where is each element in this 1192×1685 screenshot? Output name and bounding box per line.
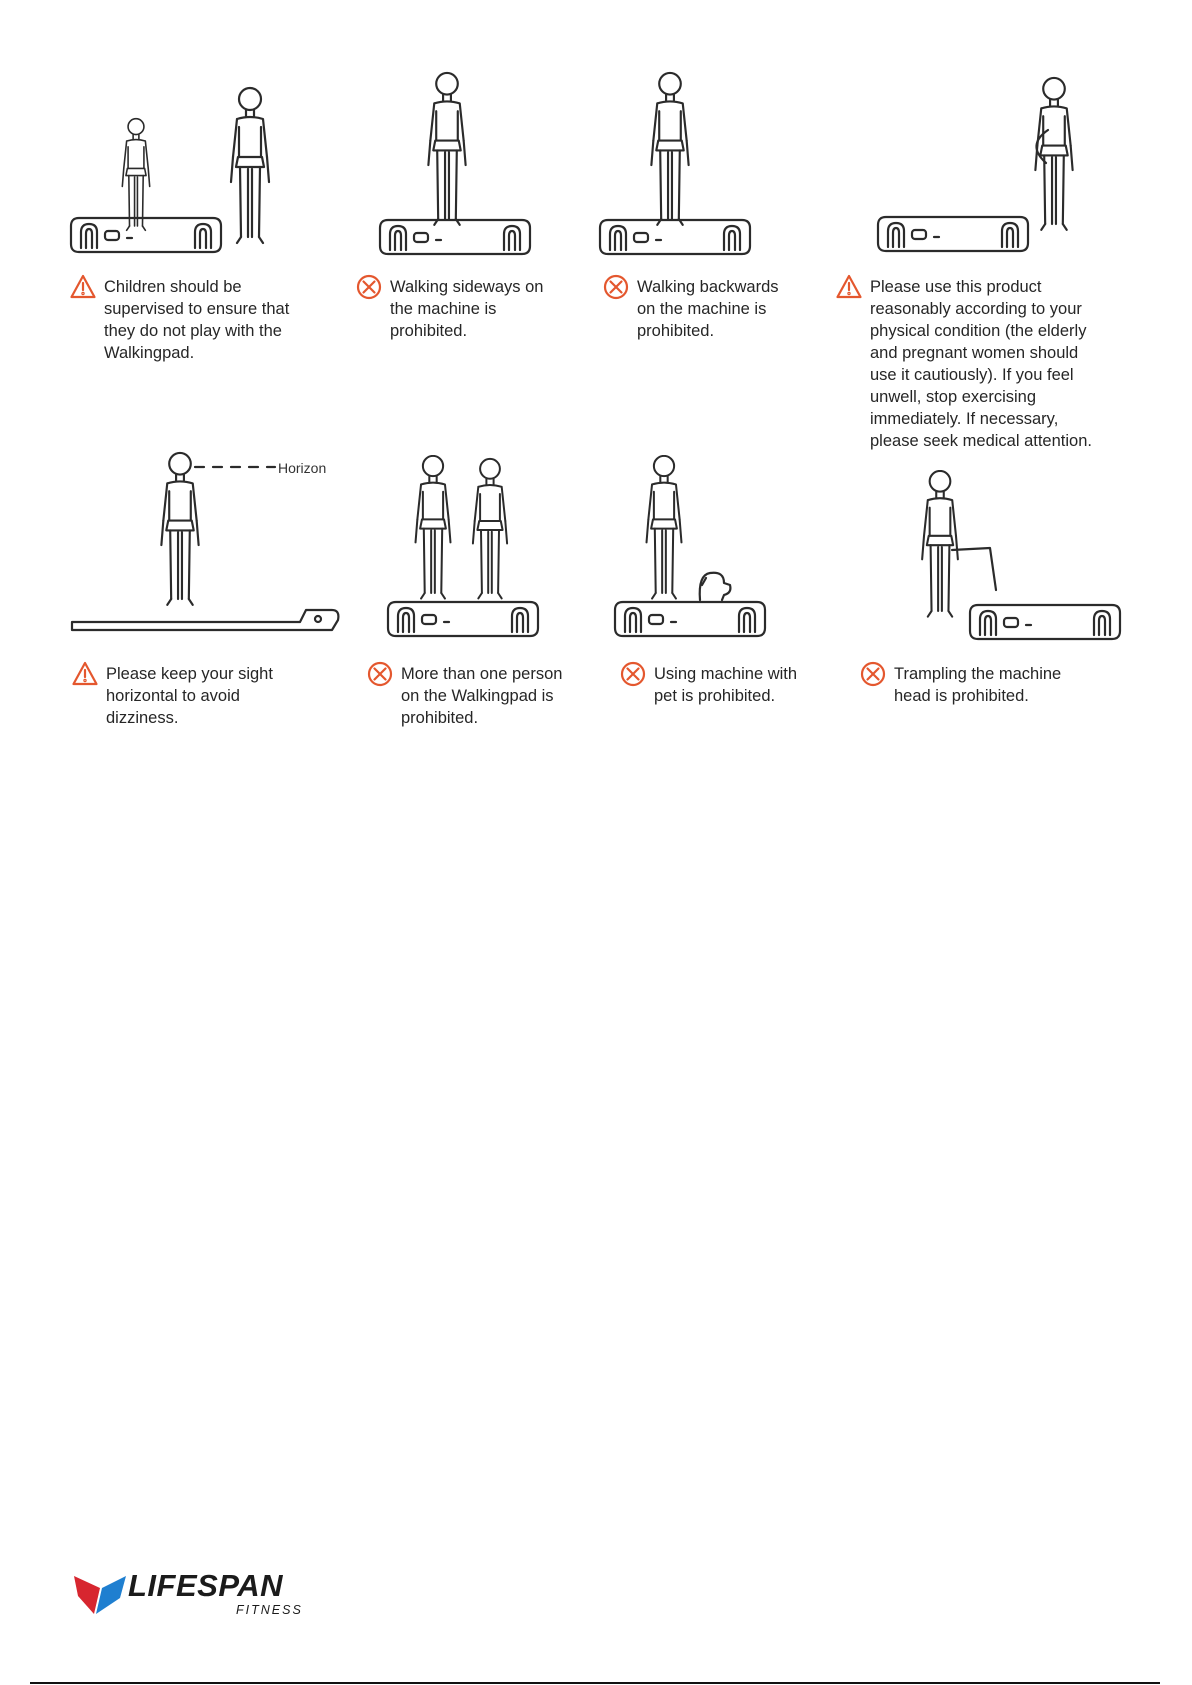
bottom-rule xyxy=(30,1682,1160,1684)
warning-item xyxy=(72,663,342,729)
warning-item xyxy=(603,276,823,342)
prohibited-circle-icon xyxy=(620,661,646,687)
warning-item xyxy=(860,663,1130,707)
warning-item xyxy=(356,276,586,342)
prohibited-circle-icon xyxy=(860,661,886,687)
prohibited-circle-icon xyxy=(367,661,393,687)
warning-text: Children should be supervised to ensure that they do not play with the Walkingpad. xyxy=(104,278,290,362)
warning-triangle-icon xyxy=(836,274,862,300)
illustration-children-supervised xyxy=(66,78,226,258)
warning-text: Walking backwards on the machine is prohibited. xyxy=(637,278,779,340)
warning-item xyxy=(367,663,607,729)
warning-text: Trampling the machine head is prohibited. xyxy=(894,665,1062,705)
illustration-more-than-one-person xyxy=(385,455,545,640)
brand-subtitle: FITNESS xyxy=(236,1603,303,1617)
warning-text: Walking sideways on the machine is prohibited. xyxy=(390,278,544,340)
warning-triangle-icon xyxy=(70,274,96,300)
warning-text: Please use this product reasonably according to your physical condition (the elderly and pregnant women should use it cautiously). If you feel unwell, stop exercising immediately. If necessary, please seek medical attention. xyxy=(870,278,1092,450)
warning-text: More than one person on the Walkingpad is prohibited. xyxy=(401,665,563,727)
warning-text: Using machine with pet is prohibited. xyxy=(654,665,798,705)
illustration-walking-sideways xyxy=(375,70,545,260)
illustration-pregnant-woman xyxy=(876,75,1096,260)
warning-triangle-icon xyxy=(72,661,98,687)
warning-item xyxy=(836,276,1156,452)
warning-item xyxy=(70,276,340,364)
illustration-trampling-machine-head xyxy=(900,470,1125,645)
brand-name: LIFESPAN xyxy=(128,1568,283,1603)
warning-text: Please keep your sight horizontal to avoid dizziness. xyxy=(106,665,273,727)
illustration-walking-backwards xyxy=(598,70,758,260)
illustration-keep-sight-horizontal xyxy=(70,450,340,635)
horizon-label: Horizon xyxy=(278,460,327,476)
prohibited-circle-icon xyxy=(603,274,629,300)
illustration-pet-on-machine xyxy=(612,455,772,640)
illustration-adult-standing xyxy=(225,85,285,260)
warning-item xyxy=(620,663,840,707)
prohibited-circle-icon xyxy=(356,274,382,300)
